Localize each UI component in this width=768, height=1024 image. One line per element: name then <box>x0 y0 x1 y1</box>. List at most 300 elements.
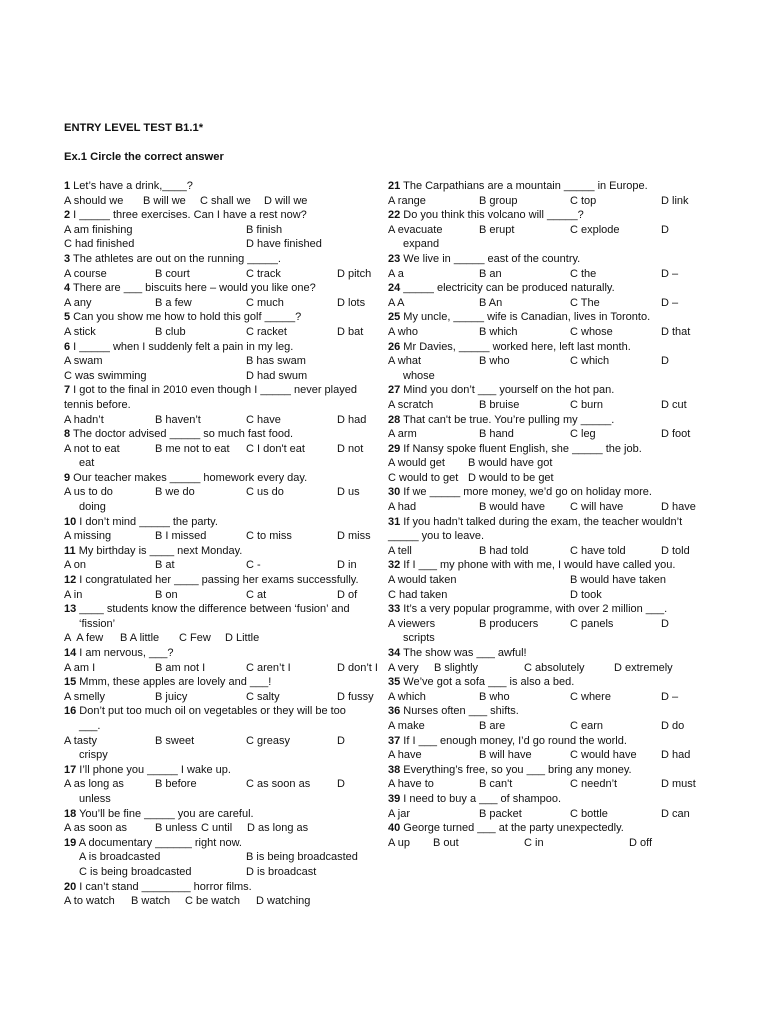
answer-option-c[interactable]: C explode <box>570 223 620 236</box>
answer-option-b[interactable]: B will have <box>479 749 532 762</box>
answer-options <box>64 734 380 749</box>
answer-option-c[interactable]: C is being broadcasted <box>79 865 192 878</box>
question-number: 11 <box>64 544 76 557</box>
answer-option-a[interactable]: A am I <box>64 661 96 674</box>
question-number: 9 <box>64 471 71 484</box>
answer-option-d[interactable]: D have <box>661 501 696 514</box>
question-40 <box>388 821 704 850</box>
answer-option-c[interactable]: C greasy <box>246 734 291 747</box>
question-number: 6 <box>64 340 71 353</box>
answer-option-b[interactable]: B at <box>155 559 175 572</box>
answer-option-d[interactable]: D miss <box>337 530 371 543</box>
question-text <box>388 558 704 573</box>
answer-option-d[interactable]: D that <box>661 325 691 338</box>
answer-option-d[interactable]: D watching <box>256 895 311 908</box>
question-38 <box>388 763 704 792</box>
answer-option-d[interactable]: D <box>661 355 669 368</box>
question-stem: Everything’s free, so you ___ bring any money. <box>400 763 632 776</box>
question-number: 40 <box>388 822 401 835</box>
answer-option-a[interactable]: A jar <box>388 807 411 820</box>
answer-option-a[interactable]: A who <box>388 325 418 338</box>
question-stem: I don’t mind _____ the party. <box>76 515 218 528</box>
answer-option-a[interactable]: A have <box>388 749 422 762</box>
question-number: 19 <box>64 836 77 849</box>
question-text <box>64 383 380 412</box>
question-text <box>388 252 704 267</box>
question-stem-continued: ___. <box>79 719 101 732</box>
answer-options <box>388 325 704 340</box>
answer-option-a[interactable]: A should we <box>64 194 124 207</box>
answer-option-a[interactable]: A range <box>388 194 426 207</box>
question-number: 33 <box>388 603 401 616</box>
question-5 <box>64 310 380 339</box>
answer-option-d[interactable]: D of <box>337 588 358 601</box>
answer-options <box>388 748 704 763</box>
answer-option-a[interactable]: A very <box>388 661 419 674</box>
question-text <box>388 413 704 428</box>
answer-option-c[interactable]: C aren’t I <box>246 661 291 674</box>
answer-option-c[interactable]: C needn’t <box>570 778 618 791</box>
question-text <box>388 763 704 778</box>
answer-options <box>388 296 704 311</box>
question-stem: My birthday is ____ next Monday. <box>75 544 243 557</box>
answer-option-c[interactable]: C had finished <box>64 238 135 251</box>
answer-option-c[interactable]: C have told <box>570 544 626 557</box>
answer-option-d[interactable]: D don’t I <box>337 661 378 674</box>
question-stem: I _____ when I suddenly felt a pain in my leg. <box>70 340 294 353</box>
answer-option-d[interactable]: D us <box>337 486 360 499</box>
answer-option-d[interactable]: D must <box>661 778 696 791</box>
answer-option-b[interactable]: B has swam <box>246 355 306 368</box>
answer-option-c[interactable]: C salty <box>246 690 280 703</box>
answer-option-continued: whose <box>403 369 435 382</box>
answer-option-c[interactable]: C in <box>524 836 544 849</box>
answer-option-b[interactable]: B court <box>155 267 190 280</box>
answer-option-b[interactable]: B am not I <box>155 661 206 674</box>
answer-options <box>64 631 380 646</box>
question-text <box>388 515 704 544</box>
answer-option-b[interactable]: B sweet <box>155 734 195 747</box>
answer-option-c[interactable]: C have <box>246 413 281 426</box>
answer-option-c[interactable]: C until <box>201 822 233 835</box>
question-17 <box>64 763 380 807</box>
answer-option-c[interactable]: C at <box>246 588 267 601</box>
question-stem: Mr Davies, _____ worked here, left last month. <box>400 340 631 353</box>
answer-option-a[interactable]: A which <box>388 690 426 703</box>
answer-option-b[interactable]: B who <box>479 355 510 368</box>
answer-option-b[interactable]: B an <box>479 267 502 280</box>
question-number: 36 <box>388 705 401 718</box>
answer-options <box>64 442 380 457</box>
answer-option-b[interactable]: B can't <box>479 778 513 791</box>
question-16 <box>64 704 380 762</box>
answer-option-d[interactable]: D can <box>661 807 690 820</box>
question-number: 10 <box>64 515 77 528</box>
answer-option-d[interactable]: D <box>337 734 345 747</box>
question-stem: My uncle, _____ wife is Canadian, lives in Toronto. <box>400 311 651 324</box>
answer-option-d[interactable]: D pitch <box>337 267 372 280</box>
answer-option-d[interactable]: D cut <box>661 398 687 411</box>
answer-options <box>64 661 380 676</box>
answer-option-c[interactable]: C where <box>570 690 611 703</box>
answer-options <box>64 325 380 340</box>
question-37 <box>388 734 704 763</box>
answer-option-d[interactable]: D fussy <box>337 690 374 703</box>
question-number: 5 <box>64 311 71 324</box>
question-28 <box>388 413 704 442</box>
answer-option-d[interactable]: D had <box>661 749 691 762</box>
answer-option-c[interactable]: C whose <box>570 325 613 338</box>
answer-option-c[interactable]: C top <box>570 194 597 207</box>
answer-option-a[interactable]: A any <box>64 296 92 309</box>
question-34 <box>388 646 704 675</box>
answer-option-d[interactable]: D told <box>661 544 690 557</box>
answer-option-c[interactable]: C Few <box>179 632 211 645</box>
answer-option-b[interactable]: B juicy <box>155 690 188 703</box>
question-number: 20 <box>64 880 77 893</box>
answer-option-d[interactable]: D – <box>661 690 679 703</box>
question-number: 34 <box>388 647 401 659</box>
answer-option-d[interactable]: D – <box>661 267 679 280</box>
answer-options <box>388 690 704 705</box>
question-number: 21 <box>388 180 401 192</box>
question-31 <box>388 515 704 559</box>
answer-options <box>64 296 380 311</box>
question-text <box>64 208 380 223</box>
answer-option-a[interactable]: A not to eat <box>64 442 120 455</box>
answer-option-a[interactable]: A as soon as <box>64 822 127 835</box>
question-stem: I got to the final in 2010 even though I _____ never played tennis before. <box>64 384 357 411</box>
answer-option-a[interactable]: A is broadcasted <box>79 851 161 864</box>
answer-option-d[interactable]: D off <box>629 836 653 849</box>
question-8 <box>64 427 380 471</box>
answer-option-d[interactable]: D had <box>337 413 367 426</box>
answer-option-c[interactable]: C - <box>246 559 261 572</box>
answer-option-a[interactable]: A hadn’t <box>64 413 104 426</box>
answer-option-c[interactable]: C much <box>246 296 284 309</box>
answer-option-a[interactable]: A would taken <box>388 574 457 587</box>
answer-option-c[interactable]: C I don't eat <box>246 442 305 455</box>
question-25 <box>388 310 704 339</box>
answer-option-b[interactable]: B had told <box>479 544 529 557</box>
answer-options <box>64 588 380 603</box>
question-stem: The athletes are out on the running _____. <box>70 252 281 265</box>
question-text <box>388 485 704 500</box>
answer-option-d[interactable]: D <box>337 778 345 791</box>
answer-option-a[interactable]: A a <box>388 267 404 280</box>
answer-option-d[interactable]: D <box>661 617 669 630</box>
answer-option-d[interactable]: D foot <box>661 428 691 441</box>
question-stem: The show was ___ awful! <box>400 647 527 659</box>
answer-option-b[interactable]: B I missed <box>155 530 207 543</box>
answer-option-c[interactable]: C The <box>570 296 600 309</box>
question-number: 17 <box>64 763 77 776</box>
question-stem: I _____ three exercises. Can I have a rest now? <box>70 209 307 222</box>
answer-option-a[interactable]: A tasty <box>64 734 98 747</box>
answer-options <box>64 194 380 209</box>
answer-option-continued: scripts <box>403 632 435 645</box>
question-number: 27 <box>388 384 401 397</box>
question-text <box>388 675 704 690</box>
answer-option-a[interactable]: A make <box>388 719 425 732</box>
question-number: 26 <box>388 340 401 353</box>
question-text <box>64 340 380 355</box>
question-13 <box>64 602 380 646</box>
question-24 <box>388 281 704 310</box>
question-stem: I congratulated her ____ passing her exams successfully. <box>76 574 359 587</box>
question-number: 31 <box>388 515 401 528</box>
answer-option-c[interactable]: C absolutely <box>524 661 585 674</box>
question-stem: Our teacher makes _____ homework every day. <box>70 471 308 484</box>
answer-option-b[interactable]: B group <box>479 194 518 207</box>
question-stem: ____ students know the difference between ‘fusion’ and <box>76 603 350 616</box>
answer-option-d[interactable]: D bat <box>337 325 364 338</box>
answer-option-c[interactable]: C leg <box>570 428 596 441</box>
question-2 <box>64 208 380 252</box>
answer-option-continued: unless <box>79 792 111 805</box>
answer-option-b[interactable]: B would have <box>479 501 546 514</box>
answer-options <box>64 777 380 792</box>
answer-option-c[interactable]: C would have <box>570 749 637 762</box>
answer-option-a[interactable]: A am finishing <box>64 223 133 236</box>
answer-options <box>64 413 380 428</box>
answer-option-a[interactable]: A in <box>64 588 83 601</box>
answer-option-c[interactable]: C would to get <box>388 471 459 484</box>
answer-option-a[interactable]: A what <box>388 355 422 368</box>
answer-option-a[interactable]: A missing <box>64 530 112 543</box>
answer-options <box>64 529 380 544</box>
answer-option-c[interactable]: C as soon as <box>246 778 311 791</box>
question-text <box>388 821 704 836</box>
question-stem: We live in _____ east of the country. <box>400 252 581 265</box>
answer-option-c[interactable]: C be watch <box>185 895 241 908</box>
question-text <box>388 602 704 617</box>
answer-options <box>64 354 380 383</box>
question-3 <box>64 252 380 281</box>
answer-option-d[interactable]: D do <box>661 719 685 732</box>
answer-option-d[interactable]: D took <box>570 588 602 601</box>
question-text <box>64 544 380 559</box>
question-stem: That can't be true. You’re pulling my _____. <box>400 413 615 426</box>
question-stem: If we _____ more money, we’d go on holiday more. <box>400 486 652 499</box>
answer-option-d[interactable]: D extremely <box>614 661 673 674</box>
answer-option-b[interactable]: B a few <box>155 296 192 309</box>
answer-option-b[interactable]: B watch <box>131 895 171 908</box>
answer-option-d[interactable]: D <box>661 223 669 236</box>
question-text <box>388 704 704 719</box>
answer-option-continued: eat <box>79 457 95 470</box>
question-stem: I need to buy a ___ of shampoo. <box>400 792 562 805</box>
question-stem: Can you show me how to hold this golf _____? <box>70 311 302 324</box>
answer-option-b[interactable]: B on <box>155 588 178 601</box>
answer-option-a[interactable]: A A <box>388 296 405 309</box>
answer-option-a[interactable]: A course <box>64 267 107 280</box>
answer-options <box>64 850 380 879</box>
question-27 <box>388 383 704 412</box>
answer-option-b[interactable]: B An <box>479 296 503 309</box>
answer-option-b[interactable]: B packet <box>479 807 522 820</box>
answer-option-c[interactable]: C bottle <box>570 807 608 820</box>
answer-option-d[interactable]: D would to be get <box>468 471 554 484</box>
answer-options <box>388 194 704 209</box>
answer-options <box>64 267 380 282</box>
answer-option-c[interactable]: C the <box>570 267 597 280</box>
answer-option-b[interactable]: B would have taken <box>570 574 667 587</box>
question-number: 15 <box>64 676 77 689</box>
answer-options <box>64 690 380 705</box>
answer-options <box>64 223 380 252</box>
answer-option-b[interactable]: B club <box>155 325 186 338</box>
answer-option-c[interactable]: C will have <box>570 501 624 514</box>
answer-option-b[interactable]: B will we <box>143 194 186 207</box>
answer-option-a[interactable]: A had <box>388 501 417 514</box>
answer-option-a[interactable]: A as long as <box>64 778 124 791</box>
answer-option-d[interactable]: D had swum <box>246 369 308 382</box>
answer-option-b[interactable]: B we do <box>155 486 195 499</box>
question-number: 28 <box>388 413 401 426</box>
answer-option-a[interactable]: A evacuate <box>388 223 443 236</box>
question-stem: Nurses often ___ shifts. <box>400 705 519 718</box>
question-stem: A documentary ______ right now. <box>76 836 242 849</box>
answer-option-b[interactable]: B who <box>479 690 510 703</box>
question-text <box>64 427 380 442</box>
question-33 <box>388 602 704 646</box>
question-32 <box>388 558 704 602</box>
answer-option-a[interactable]: A tell <box>388 544 412 557</box>
answer-option-d[interactable]: D not <box>337 442 364 455</box>
question-text <box>64 880 380 895</box>
answer-option-c[interactable]: C panels <box>570 617 614 630</box>
question-6 <box>64 340 380 384</box>
question-stem: The Carpathians are a mountain _____ in Europe. <box>400 180 648 192</box>
questions-column-right <box>388 179 704 850</box>
question-18 <box>64 807 380 836</box>
answer-option-b[interactable]: B A little <box>120 632 160 645</box>
question-number: 23 <box>388 252 401 265</box>
answer-option-d[interactable]: D as long as <box>247 822 309 835</box>
question-text <box>64 763 380 778</box>
answer-option-d[interactable]: D Little <box>225 632 260 645</box>
question-number: 22 <box>388 209 401 222</box>
answer-option-b[interactable]: B hand <box>479 428 514 441</box>
answer-option-a[interactable]: A arm <box>388 428 417 441</box>
question-text <box>64 281 380 296</box>
answer-option-c[interactable]: C to miss <box>246 530 292 543</box>
answer-options <box>64 894 380 909</box>
question-text <box>64 179 380 194</box>
question-text <box>388 179 704 194</box>
question-text <box>64 515 380 530</box>
question-text <box>64 675 380 690</box>
answer-option-c[interactable]: C earn <box>570 719 604 732</box>
answer-option-d[interactable]: D will we <box>264 194 308 207</box>
answer-option-a[interactable]: A up <box>388 836 411 849</box>
answer-option-b[interactable]: B before <box>155 778 197 791</box>
answer-options <box>388 544 704 559</box>
answer-option-b[interactable]: B erupt <box>479 223 515 236</box>
answer-option-b[interactable]: B producers <box>479 617 539 630</box>
question-number: 25 <box>388 311 401 324</box>
answer-option-c[interactable]: C which <box>570 355 610 368</box>
answer-option-b[interactable]: B slightly <box>434 661 479 674</box>
answer-option-c[interactable]: C track <box>246 267 281 280</box>
answer-option-b[interactable]: B out <box>433 836 459 849</box>
question-number: 39 <box>388 792 401 805</box>
question-number: 2 <box>64 209 71 222</box>
answer-option-b[interactable]: B me not to eat <box>155 442 230 455</box>
answer-options <box>388 456 704 485</box>
answer-option-b[interactable]: B bruise <box>479 398 520 411</box>
answer-option-a[interactable]: A have to <box>388 778 434 791</box>
answer-options <box>388 719 704 734</box>
answer-option-d[interactable]: D – <box>661 296 679 309</box>
answer-option-c[interactable]: C shall we <box>200 194 251 207</box>
answer-option-b[interactable]: B is being broadcasted <box>246 851 358 864</box>
answer-option-a[interactable]: A on <box>64 559 87 572</box>
question-text <box>64 471 380 486</box>
answer-option-b[interactable]: B haven’t <box>155 413 201 426</box>
question-number: 3 <box>64 252 71 265</box>
questions-column-left <box>64 179 380 909</box>
answer-option-a[interactable]: A stick <box>64 325 96 338</box>
question-stem: It’s a very popular programme, with over 2 million ___. <box>400 603 668 616</box>
question-text <box>388 734 704 749</box>
answer-option-a[interactable]: A to watch <box>64 895 115 908</box>
question-number: 8 <box>64 428 71 441</box>
answer-option-d[interactable]: D link <box>661 194 689 207</box>
question-number: 30 <box>388 486 401 499</box>
answer-option-a[interactable]: A smelly <box>64 690 105 703</box>
answer-option-b[interactable]: B are <box>479 719 506 732</box>
question-number: 7 <box>64 384 71 397</box>
question-stem: George turned ___ at the party unexpectedly. <box>400 822 624 835</box>
answer-option-a[interactable]: A would get <box>388 457 445 470</box>
answer-option-a[interactable]: A us to do <box>64 486 113 499</box>
answer-option-a[interactable]: A scratch <box>388 398 434 411</box>
question-stem: You’ll be fine _____ you are careful. <box>76 807 254 820</box>
question-14 <box>64 646 380 675</box>
answer-options <box>388 398 704 413</box>
answer-option-d[interactable]: D have finished <box>246 238 322 251</box>
answer-option-a[interactable]: A viewers <box>388 617 436 630</box>
answer-option-b[interactable]: B finish <box>246 223 283 236</box>
test-title: ENTRY LEVEL TEST B1.1* <box>64 122 204 134</box>
answer-option-d[interactable]: D in <box>337 559 357 572</box>
answer-option-c[interactable]: C burn <box>570 398 604 411</box>
question-number: 1 <box>64 180 71 192</box>
answer-option-c[interactable]: C racket <box>246 325 287 338</box>
answer-option-b[interactable]: B would have got <box>468 457 553 470</box>
answer-option-a[interactable]: A A few <box>64 632 104 645</box>
question-number: 32 <box>388 559 401 572</box>
question-number: 35 <box>388 676 401 689</box>
answer-option-d[interactable]: D is broadcast <box>246 865 317 878</box>
question-number: 18 <box>64 807 77 820</box>
answer-options <box>64 485 380 500</box>
answer-options <box>64 558 380 573</box>
answer-option-c[interactable]: C had taken <box>388 588 448 601</box>
answer-options <box>388 500 704 515</box>
answer-options <box>388 354 704 369</box>
answer-option-b[interactable]: B unless <box>155 822 198 835</box>
answer-option-d[interactable]: D lots <box>337 296 366 309</box>
question-26 <box>388 340 704 384</box>
answer-option-c[interactable]: C was swimming <box>64 369 147 382</box>
question-number: 37 <box>388 734 401 747</box>
answer-option-b[interactable]: B which <box>479 325 518 338</box>
answer-option-a[interactable]: A swam <box>64 355 103 368</box>
answer-option-c[interactable]: C us do <box>246 486 284 499</box>
